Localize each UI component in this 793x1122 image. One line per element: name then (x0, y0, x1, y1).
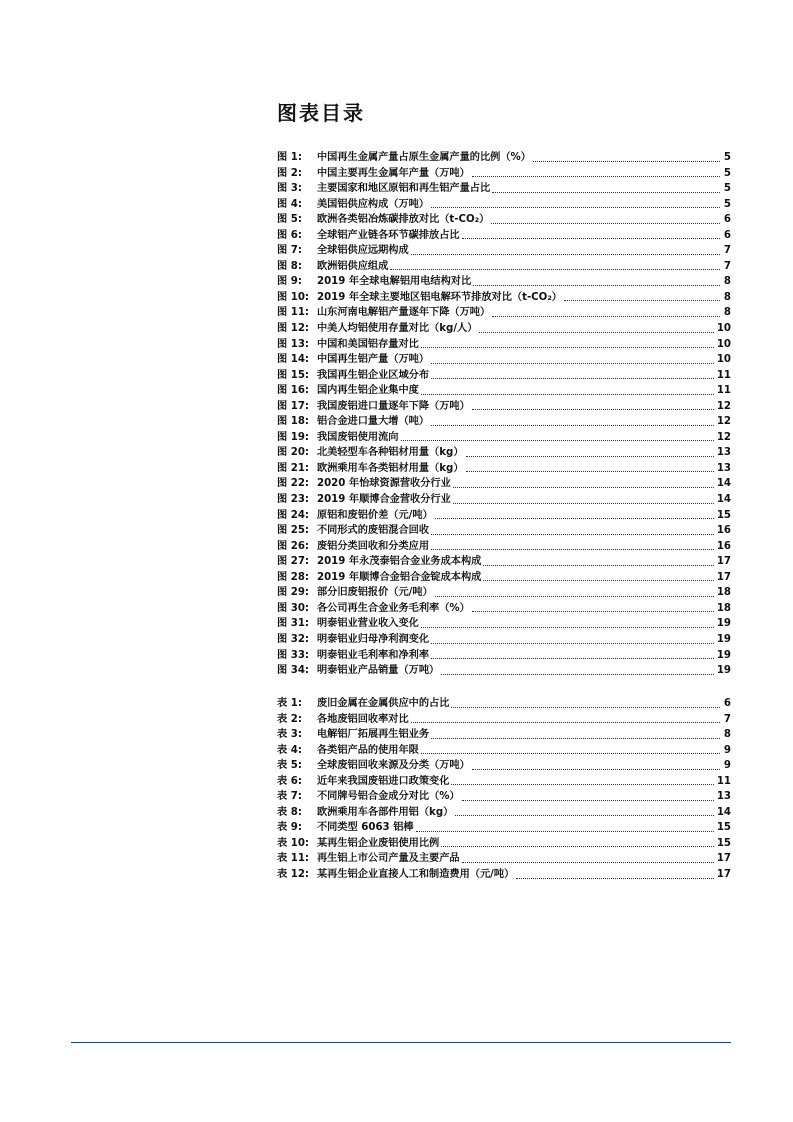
leader-dots (472, 768, 720, 770)
entry-page: 14 (716, 478, 731, 490)
leader-dots (453, 502, 714, 504)
figure-entry[interactable] (277, 197, 731, 213)
figure-list (277, 150, 731, 679)
entry-page: 11 (716, 369, 731, 381)
figure-entry[interactable] (277, 368, 731, 384)
figure-entry[interactable] (277, 585, 731, 601)
entry-title: 不同牌号铝合金成分对比（%） (317, 791, 460, 803)
figure-entry[interactable] (277, 399, 731, 415)
entry-page: 7 (723, 260, 731, 272)
entry-title: 欧洲乘用车各部件用铝（kg） (317, 806, 454, 818)
entry-title: 废铝分类回收和分类应用 (317, 540, 430, 552)
entry-label: 图 17: (277, 400, 309, 412)
figure-entry[interactable] (277, 523, 731, 539)
leader-dots (435, 517, 714, 519)
leader-dots (472, 175, 720, 177)
entry-page: 11 (716, 775, 731, 787)
entry-label: 图 12: (277, 323, 309, 335)
leader-dots (431, 737, 720, 739)
leader-dots (421, 626, 714, 628)
entry-page: 8 (723, 291, 731, 303)
entry-title: 我国废铝使用流向 (317, 431, 399, 443)
table-entry[interactable] (277, 712, 731, 728)
entry-title: 明泰铝业归母净利润变化 (317, 633, 430, 645)
entry-page: 8 (723, 729, 731, 741)
entry-label: 图 29: (277, 587, 309, 599)
table-entry[interactable] (277, 696, 731, 712)
entry-page: 13 (716, 447, 731, 459)
entry-title: 中国再生金属产量占原生金属产量的比例（%） (317, 152, 531, 163)
entry-label: 图 23: (277, 494, 309, 506)
figure-entry[interactable] (277, 539, 731, 555)
entry-page: 17 (716, 571, 731, 583)
page-title: 图表目录 (277, 101, 365, 125)
figure-entry[interactable] (277, 461, 731, 477)
entry-label: 图 22: (277, 478, 309, 490)
entry-page: 5 (723, 198, 731, 210)
entry-title: 不同形式的废铝混合回收 (317, 525, 430, 537)
figure-entry[interactable] (277, 554, 731, 570)
figure-entry[interactable] (277, 383, 731, 399)
entry-page: 6 (723, 214, 731, 226)
entry-page: 9 (723, 744, 731, 756)
leader-dots (472, 610, 714, 612)
entry-page: 9 (723, 760, 731, 772)
entry-title: 欧洲铝供应组成 (317, 260, 389, 272)
leader-dots (473, 284, 720, 286)
leader-dots (516, 877, 714, 879)
entry-title: 2019 年永茂泰铝合金业务成本构成 (317, 556, 482, 568)
leader-dots (421, 752, 720, 754)
entry-title: 欧洲各类铝冶炼碳排放对比（t-CO₂） (317, 214, 490, 226)
entry-title: 2020 年怡球资源营收分行业 (317, 478, 451, 490)
figure-entry[interactable] (277, 274, 731, 290)
entry-page: 14 (716, 806, 731, 818)
table-entry[interactable] (277, 805, 731, 821)
entry-label: 图 27: (277, 556, 309, 568)
leader-dots (441, 673, 714, 675)
entry-label: 图 15: (277, 369, 309, 381)
leader-dots (421, 346, 714, 348)
entry-title: 中国再生铝产量（万吨） (317, 354, 430, 366)
table-entry[interactable] (277, 820, 731, 836)
table-entry[interactable] (277, 789, 731, 805)
entry-title: 美国铝供应构成（万吨） (317, 198, 430, 210)
entry-label: 图 8: (277, 260, 302, 272)
entry-title: 明泰铝业毛利率和净利率 (317, 649, 430, 661)
entry-page: 17 (716, 869, 731, 881)
entry-label: 表 10: (277, 837, 309, 849)
leader-dots (453, 486, 714, 488)
entry-page: 19 (716, 665, 731, 677)
leader-dots (431, 548, 714, 550)
entry-label: 表 1: (277, 698, 302, 709)
leader-dots (421, 393, 714, 395)
entry-page: 12 (716, 431, 731, 443)
entry-page: 10 (716, 323, 731, 335)
entry-page: 11 (716, 385, 731, 397)
entry-label: 图 1: (277, 152, 302, 163)
entry-page: 17 (716, 853, 731, 865)
leader-dots (492, 315, 720, 317)
leader-dots (466, 455, 714, 457)
entry-label: 图 9: (277, 276, 302, 288)
entry-label: 表 3: (277, 729, 302, 741)
figure-entry[interactable] (277, 476, 731, 492)
leader-dots (451, 706, 720, 708)
entry-page: 15 (716, 509, 731, 521)
entry-page: 13 (716, 462, 731, 474)
table-entry[interactable] (277, 743, 731, 759)
entry-label: 图 26: (277, 540, 309, 552)
entry-page: 19 (716, 649, 731, 661)
figure-entry[interactable] (277, 243, 731, 259)
entry-label: 图 14: (277, 354, 309, 366)
entry-page: 19 (716, 633, 731, 645)
leader-dots (401, 439, 714, 441)
entry-page: 18 (716, 602, 731, 614)
entry-label: 图 25: (277, 525, 309, 537)
entry-label: 表 8: (277, 806, 302, 818)
entry-label: 图 6: (277, 229, 302, 241)
entry-page: 15 (716, 822, 731, 834)
figure-entry[interactable] (277, 352, 731, 368)
entry-title: 废旧金属在金属供应中的占比 (317, 698, 450, 709)
entry-page: 15 (716, 837, 731, 849)
entry-title: 我国废铝进口量逐年下降（万吨） (317, 400, 470, 412)
figure-entry[interactable] (277, 508, 731, 524)
leader-dots (411, 721, 720, 723)
figure-entry[interactable] (277, 228, 731, 244)
table-entry[interactable] (277, 758, 731, 774)
entry-page: 10 (716, 354, 731, 366)
figure-entry[interactable] (277, 492, 731, 508)
entry-label: 图 24: (277, 509, 309, 521)
table-entry[interactable] (277, 774, 731, 790)
entry-title: 全球废铝回收来源及分类（万吨） (317, 760, 470, 772)
figure-entry[interactable] (277, 632, 731, 648)
entry-page: 16 (716, 525, 731, 537)
entry-title: 2019 年全球电解铝用电结构对比 (317, 276, 472, 288)
entry-title: 再生铝上市公司产量及主要产品 (317, 853, 460, 865)
entry-title: 全球铝产业链各环节碳排放占比 (317, 229, 460, 241)
entry-title: 北美轻型车各种铝材用量（kg） (317, 447, 464, 459)
entry-label: 表 5: (277, 760, 302, 772)
leader-dots (435, 595, 714, 597)
entry-title: 2019 年顺博合金营收分行业 (317, 494, 451, 506)
figure-entry[interactable] (277, 616, 731, 632)
leader-dots (441, 845, 714, 847)
entry-title: 原铝和废铝价差（元/吨） (317, 509, 433, 521)
leader-dots (390, 268, 720, 270)
entry-label: 图 28: (277, 571, 309, 583)
entry-title: 山东河南电解铝产量逐年下降（万吨） (317, 307, 491, 319)
entry-title: 国内再生铝企业集中度 (317, 385, 419, 397)
figure-entry[interactable] (277, 321, 731, 337)
entry-label: 图 18: (277, 416, 309, 428)
entry-page: 18 (716, 587, 731, 599)
entry-title: 2019 年顺博合金铝合金锭成本构成 (317, 571, 482, 583)
footer-rule (71, 1042, 731, 1043)
leader-dots (462, 237, 720, 239)
entry-page: 17 (716, 556, 731, 568)
entry-title: 某再生铝企业废铝使用比例 (317, 837, 440, 849)
entry-label: 表 12: (277, 869, 309, 881)
entry-page: 6 (723, 698, 731, 709)
leader-dots (466, 470, 714, 472)
entry-label: 图 2: (277, 167, 302, 179)
figure-entry[interactable] (277, 570, 731, 586)
entry-label: 图 5: (277, 214, 302, 226)
entry-title: 部分旧废铝报价（元/吨） (317, 587, 433, 599)
entry-title: 明泰铝业产品销量（万吨） (317, 665, 440, 677)
leader-dots (483, 579, 713, 581)
leader-dots (492, 191, 720, 193)
figure-entry[interactable] (277, 601, 731, 617)
table-entry[interactable] (277, 851, 731, 867)
leader-dots (491, 222, 720, 224)
entry-title: 全球铝供应远期构成 (317, 245, 409, 257)
leader-dots (479, 331, 713, 333)
entry-label: 表 4: (277, 744, 302, 756)
entry-page: 7 (723, 713, 731, 725)
entry-title: 中国主要再生金属年产量（万吨） (317, 167, 470, 179)
entry-title: 2019 年全球主要地区铝电解环节排放对比（t-CO₂） (317, 291, 562, 303)
entry-label: 图 31: (277, 618, 309, 630)
leader-dots (451, 783, 713, 785)
figure-entry[interactable] (277, 337, 731, 353)
entry-label: 图 19: (277, 431, 309, 443)
leader-dots (431, 657, 714, 659)
figure-entry[interactable] (277, 181, 731, 197)
entry-page: 13 (716, 791, 731, 803)
entry-page: 12 (716, 416, 731, 428)
table-list (277, 696, 731, 883)
figure-entry[interactable] (277, 290, 731, 306)
entry-label: 图 34: (277, 665, 309, 677)
entry-label: 图 7: (277, 245, 302, 257)
figure-entry[interactable] (277, 305, 731, 321)
entry-page: 7 (723, 245, 731, 257)
entry-label: 图 16: (277, 385, 309, 397)
leader-dots (431, 642, 714, 644)
entry-label: 图 30: (277, 602, 309, 614)
leader-dots (431, 533, 714, 535)
entry-title: 明泰铝业营业收入变化 (317, 618, 419, 630)
table-entry[interactable] (277, 836, 731, 852)
entry-label: 表 6: (277, 775, 302, 787)
entry-title: 各类铝产品的使用年限 (317, 744, 419, 756)
figure-entry[interactable] (277, 414, 731, 430)
figure-entry[interactable] (277, 259, 731, 275)
leader-dots (416, 830, 714, 832)
entry-page: 16 (716, 540, 731, 552)
figure-entry[interactable] (277, 445, 731, 461)
figure-entry[interactable] (277, 430, 731, 446)
entry-page: 8 (723, 276, 731, 288)
entry-label: 图 20: (277, 447, 309, 459)
entry-label: 表 9: (277, 822, 302, 834)
entry-label: 图 32: (277, 633, 309, 645)
figure-entry[interactable] (277, 663, 731, 679)
leader-dots (431, 424, 714, 426)
entry-label: 图 21: (277, 462, 309, 474)
entry-title: 中美人均铝使用存量对比（kg/人） (317, 323, 478, 335)
entry-label: 图 3: (277, 183, 302, 195)
entry-title: 主要国家和地区原铝和再生铝产量占比 (317, 183, 491, 195)
entry-title: 电解铝厂拓展再生铝业务 (317, 729, 430, 741)
entry-page: 10 (716, 338, 731, 350)
entry-label: 图 13: (277, 338, 309, 350)
figure-entry[interactable] (277, 212, 731, 228)
figure-entry[interactable] (277, 648, 731, 664)
entry-label: 表 7: (277, 791, 302, 803)
leader-dots (472, 408, 714, 410)
entry-page: 5 (723, 152, 731, 163)
entry-page: 12 (716, 400, 731, 412)
entry-label: 图 4: (277, 198, 302, 210)
leader-dots (431, 362, 714, 364)
table-entry[interactable] (277, 727, 731, 743)
entry-label: 表 2: (277, 713, 302, 725)
entry-title: 近年来我国废铝进口政策变化 (317, 775, 450, 787)
entry-title: 我国再生铝企业区域分布 (317, 369, 430, 381)
entry-title: 中国和美国铝存量对比 (317, 338, 419, 350)
entry-label: 表 11: (277, 853, 309, 865)
leader-dots (431, 377, 714, 379)
leader-dots (462, 861, 714, 863)
entry-title: 欧洲乘用车各类铝材用量（kg） (317, 462, 464, 474)
entry-title: 各地废铝回收率对比 (317, 713, 409, 725)
entry-page: 19 (716, 618, 731, 630)
entry-title: 不同类型 6063 铝棒 (317, 822, 414, 834)
table-entry[interactable] (277, 867, 731, 883)
leader-dots (431, 206, 720, 208)
entry-title: 各公司再生合金业务毛利率（%） (317, 602, 470, 614)
leader-dots (483, 564, 713, 566)
entry-page: 14 (716, 494, 731, 506)
entry-page: 5 (723, 167, 731, 179)
leader-dots (533, 160, 720, 162)
leader-dots (564, 299, 720, 301)
entry-page: 8 (723, 307, 731, 319)
entry-page: 6 (723, 229, 731, 241)
figure-entry[interactable] (277, 150, 731, 166)
leader-dots (462, 799, 714, 801)
leader-dots (455, 814, 713, 816)
entry-label: 图 11: (277, 307, 309, 319)
entry-label: 图 10: (277, 291, 309, 303)
entry-label: 图 33: (277, 649, 309, 661)
entry-page: 5 (723, 183, 731, 195)
entry-title: 某再生铝企业直接人工和制造费用（元/吨） (317, 869, 515, 881)
figure-entry[interactable] (277, 166, 731, 182)
entry-title: 铝合金进口量大增（吨） (317, 416, 430, 428)
leader-dots (411, 253, 720, 255)
